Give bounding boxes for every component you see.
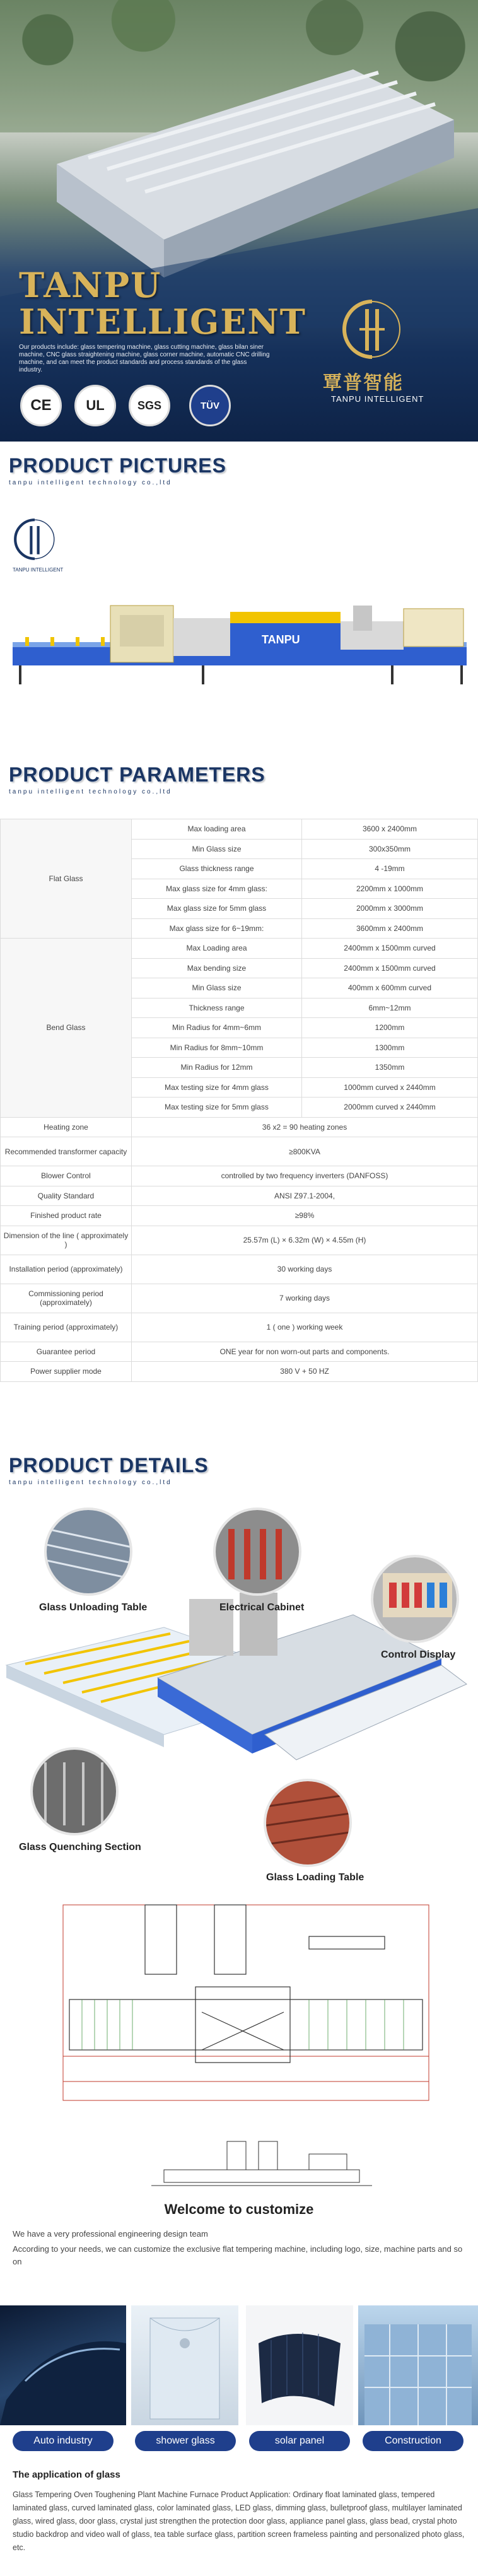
loading-table-photo bbox=[264, 1779, 352, 1867]
product-parameters-subtitle: tanpu intelligent technology co.,ltd bbox=[9, 788, 172, 795]
param-label: Training period (approximately) bbox=[1, 1313, 132, 1342]
product-pictures-subtitle: tanpu intelligent technology co.,ltd bbox=[9, 479, 172, 486]
details-diagram bbox=[0, 1508, 478, 1899]
table-row bbox=[1, 1117, 478, 1137]
tanpu-logo-icon bbox=[341, 296, 404, 366]
param-value: 25.57m (L) × 6.32m (W) × 4.55m (H) bbox=[132, 1226, 478, 1255]
param-label: Thickness range bbox=[132, 998, 302, 1018]
param-label: Min Radius for 4mm~6mm bbox=[132, 1018, 302, 1038]
param-value: 36 x2 = 90 heating zones bbox=[132, 1117, 478, 1137]
electrical-cabinet-label: Electrical Cabinet bbox=[219, 1602, 305, 1613]
table-row bbox=[1, 939, 478, 959]
shower-glass-photo bbox=[131, 2305, 238, 2425]
auto-industry-photo bbox=[0, 2305, 126, 2425]
parameters-table bbox=[0, 819, 478, 1382]
param-value: ≥98% bbox=[132, 1206, 478, 1226]
product-details-title: PRODUCT DETAILS bbox=[9, 1454, 209, 1477]
table-row bbox=[1, 1255, 478, 1284]
brand-english-name: TANPU INTELLIGENT bbox=[331, 394, 424, 404]
param-value: 7 working days bbox=[132, 1284, 478, 1313]
product-details-subtitle: tanpu intelligent technology co.,ltd bbox=[9, 1479, 172, 1486]
customize-line2: According to your needs, we can customize the exclusive flat tempering machine, including logo, size, machine parts and so on bbox=[13, 2244, 463, 2266]
customize-line1: We have a very professional engineering design team bbox=[13, 2229, 208, 2239]
param-label: Max glass size for 4mm glass: bbox=[132, 879, 302, 899]
quenching-section-photo bbox=[30, 1747, 119, 1835]
param-label: Max loading area bbox=[132, 819, 302, 840]
category-solar-panel[interactable]: solar panel bbox=[249, 2431, 350, 2451]
bend-glass-group-label: Bend Glass bbox=[1, 939, 132, 1118]
tanpu-small-logo-icon bbox=[13, 517, 57, 561]
param-label: Commissioning period (approximately) bbox=[1, 1284, 132, 1313]
param-label: Min Glass size bbox=[132, 978, 302, 998]
quenching-section-label: Glass Quenching Section bbox=[19, 1842, 141, 1853]
hero-tagline: Our products include: glass tempering machine, glass cutting machine, glass bilan siner machine, CNC glass straightening machine, glass corner machine, automatic CNC drilling machine, and can meet the product standards and process standards of the glass industry. bbox=[19, 344, 270, 373]
param-label: Max Loading area bbox=[132, 939, 302, 959]
product-logo bbox=[13, 517, 64, 574]
hero-title-line1: TANPU bbox=[19, 265, 162, 305]
tempering-machine-image bbox=[13, 593, 467, 694]
param-value: controlled by two frequency inverters (DANFOSS) bbox=[132, 1166, 478, 1186]
param-value: 1350mm bbox=[302, 1058, 478, 1078]
param-label: Guarantee period bbox=[1, 1342, 132, 1362]
param-label: Glass thickness range bbox=[132, 859, 302, 879]
table-row bbox=[1, 1313, 478, 1342]
unloading-table-photo bbox=[44, 1508, 132, 1596]
control-display-photo bbox=[371, 1555, 459, 1643]
param-value: 4 -19mm bbox=[302, 859, 478, 879]
param-value: 380 V + 50 HZ bbox=[132, 1362, 478, 1382]
category-construction[interactable]: Construction bbox=[363, 2431, 463, 2451]
table-row bbox=[1, 1166, 478, 1186]
param-value: 1300mm bbox=[302, 1038, 478, 1058]
param-value: 1000mm curved x 2440mm bbox=[302, 1077, 478, 1098]
category-auto-industry[interactable]: Auto industry bbox=[13, 2431, 114, 2451]
param-value: ANSI Z97.1-2004, bbox=[132, 1186, 478, 1206]
param-label: Max bending size bbox=[132, 958, 302, 978]
car-window-icon bbox=[0, 2305, 126, 2425]
layout-drawing-plan bbox=[57, 1899, 435, 2107]
application-title: The application of glass bbox=[13, 2469, 120, 2480]
ul-cert-badge: UL bbox=[74, 385, 116, 426]
loading-table-label: Glass Loading Table bbox=[266, 1872, 364, 1883]
machine-brand-label: TANPU bbox=[262, 633, 300, 646]
solar-panel-icon bbox=[246, 2305, 353, 2425]
param-value: 2200mm x 1000mm bbox=[302, 879, 478, 899]
brand-chinese-name: 覃普智能 bbox=[323, 373, 404, 394]
shower-enclosure-icon bbox=[131, 2305, 238, 2425]
param-value: 3600mm x 2400mm bbox=[302, 918, 478, 939]
param-label: Max testing size for 5mm glass bbox=[132, 1098, 302, 1118]
param-value: 6mm~12mm bbox=[302, 998, 478, 1018]
table-row bbox=[1, 1226, 478, 1255]
param-value: 300x350mm bbox=[302, 839, 478, 859]
glass-building-icon bbox=[358, 2305, 478, 2425]
param-label: Min Radius for 8mm~10mm bbox=[132, 1038, 302, 1058]
hero-banner bbox=[0, 0, 478, 442]
param-label: Max glass size for 6~19mm: bbox=[132, 918, 302, 939]
solar-panel-photo bbox=[246, 2305, 353, 2425]
param-label: Heating zone bbox=[1, 1117, 132, 1137]
table-row bbox=[1, 819, 478, 840]
product-logo-text: TANPU INTELLIGENT bbox=[13, 567, 64, 573]
param-value: 30 working days bbox=[132, 1255, 478, 1284]
layout-drawing-elevation bbox=[151, 2135, 372, 2192]
unloading-table-label: Glass Unloading Table bbox=[39, 1602, 148, 1613]
param-value: 1 ( one ) working week bbox=[132, 1313, 478, 1342]
param-label: Dimension of the line ( approximately ) bbox=[1, 1226, 132, 1255]
construction-photo bbox=[358, 2305, 478, 2425]
tuv-cert-badge: TÜV bbox=[189, 385, 231, 426]
param-label: Finished product rate bbox=[1, 1206, 132, 1226]
product-pictures-title: PRODUCT PICTURES bbox=[9, 454, 226, 477]
param-value: 2400mm x 1500mm curved bbox=[302, 939, 478, 959]
param-value: 2000mm x 3000mm bbox=[302, 899, 478, 919]
param-value: 3600 x 2400mm bbox=[302, 819, 478, 840]
param-value: ONE year for non worn-out parts and components. bbox=[132, 1342, 478, 1362]
param-label: Min Glass size bbox=[132, 839, 302, 859]
param-value: 2400mm x 1500mm curved bbox=[302, 958, 478, 978]
category-shower-glass[interactable]: shower glass bbox=[135, 2431, 236, 2451]
table-row bbox=[1, 1137, 478, 1166]
param-label: Installation period (approximately) bbox=[1, 1255, 132, 1284]
param-value: 2000mm curved x 2440mm bbox=[302, 1098, 478, 1118]
electrical-cabinet-photo bbox=[213, 1508, 301, 1596]
customize-title: Welcome to customize bbox=[164, 2201, 314, 2217]
param-value: 400mm x 600mm curved bbox=[302, 978, 478, 998]
param-value: 1200mm bbox=[302, 1018, 478, 1038]
table-row bbox=[1, 1362, 478, 1382]
table-row bbox=[1, 1186, 478, 1206]
control-display-label: Control Display bbox=[381, 1649, 456, 1660]
product-parameters-title: PRODUCT PARAMETERS bbox=[9, 763, 265, 786]
param-label: Quality Standard bbox=[1, 1186, 132, 1206]
param-label: Blower Control bbox=[1, 1166, 132, 1186]
table-row bbox=[1, 1342, 478, 1362]
param-label: Power supplier mode bbox=[1, 1362, 132, 1382]
flat-glass-group-label: Flat Glass bbox=[1, 819, 132, 939]
param-label: Min Radius for 12mm bbox=[132, 1058, 302, 1078]
ce-cert-badge: CE bbox=[20, 385, 62, 426]
param-value: ≥800KVA bbox=[132, 1137, 478, 1166]
param-label: Max testing size for 4mm glass bbox=[132, 1077, 302, 1098]
hero-title-line2: INTELLIGENT bbox=[19, 302, 306, 342]
sgs-cert-badge: SGS bbox=[129, 385, 170, 426]
application-text: Glass Tempering Oven Toughening Plant Machine Furnace Product Application: Ordinary float laminated glass, tempered laminated glass, curved laminated glass, color laminated glass, LED glass, dimming glass, bulletproof glass, multilayer laminated glass, wired glass, door glass, crystal just strengthen the protection door glass, appliance panel glass, glass bead, crystal photo studio backdrop and video wall of glass, tea table surface glass, partition screen frameless painting and personalized photo glass, etc. bbox=[13, 2490, 465, 2552]
param-label: Max glass size for 5mm glass bbox=[132, 899, 302, 919]
table-row bbox=[1, 1206, 478, 1226]
table-row bbox=[1, 1284, 478, 1313]
param-label: Recommended transformer capacity bbox=[1, 1137, 132, 1166]
